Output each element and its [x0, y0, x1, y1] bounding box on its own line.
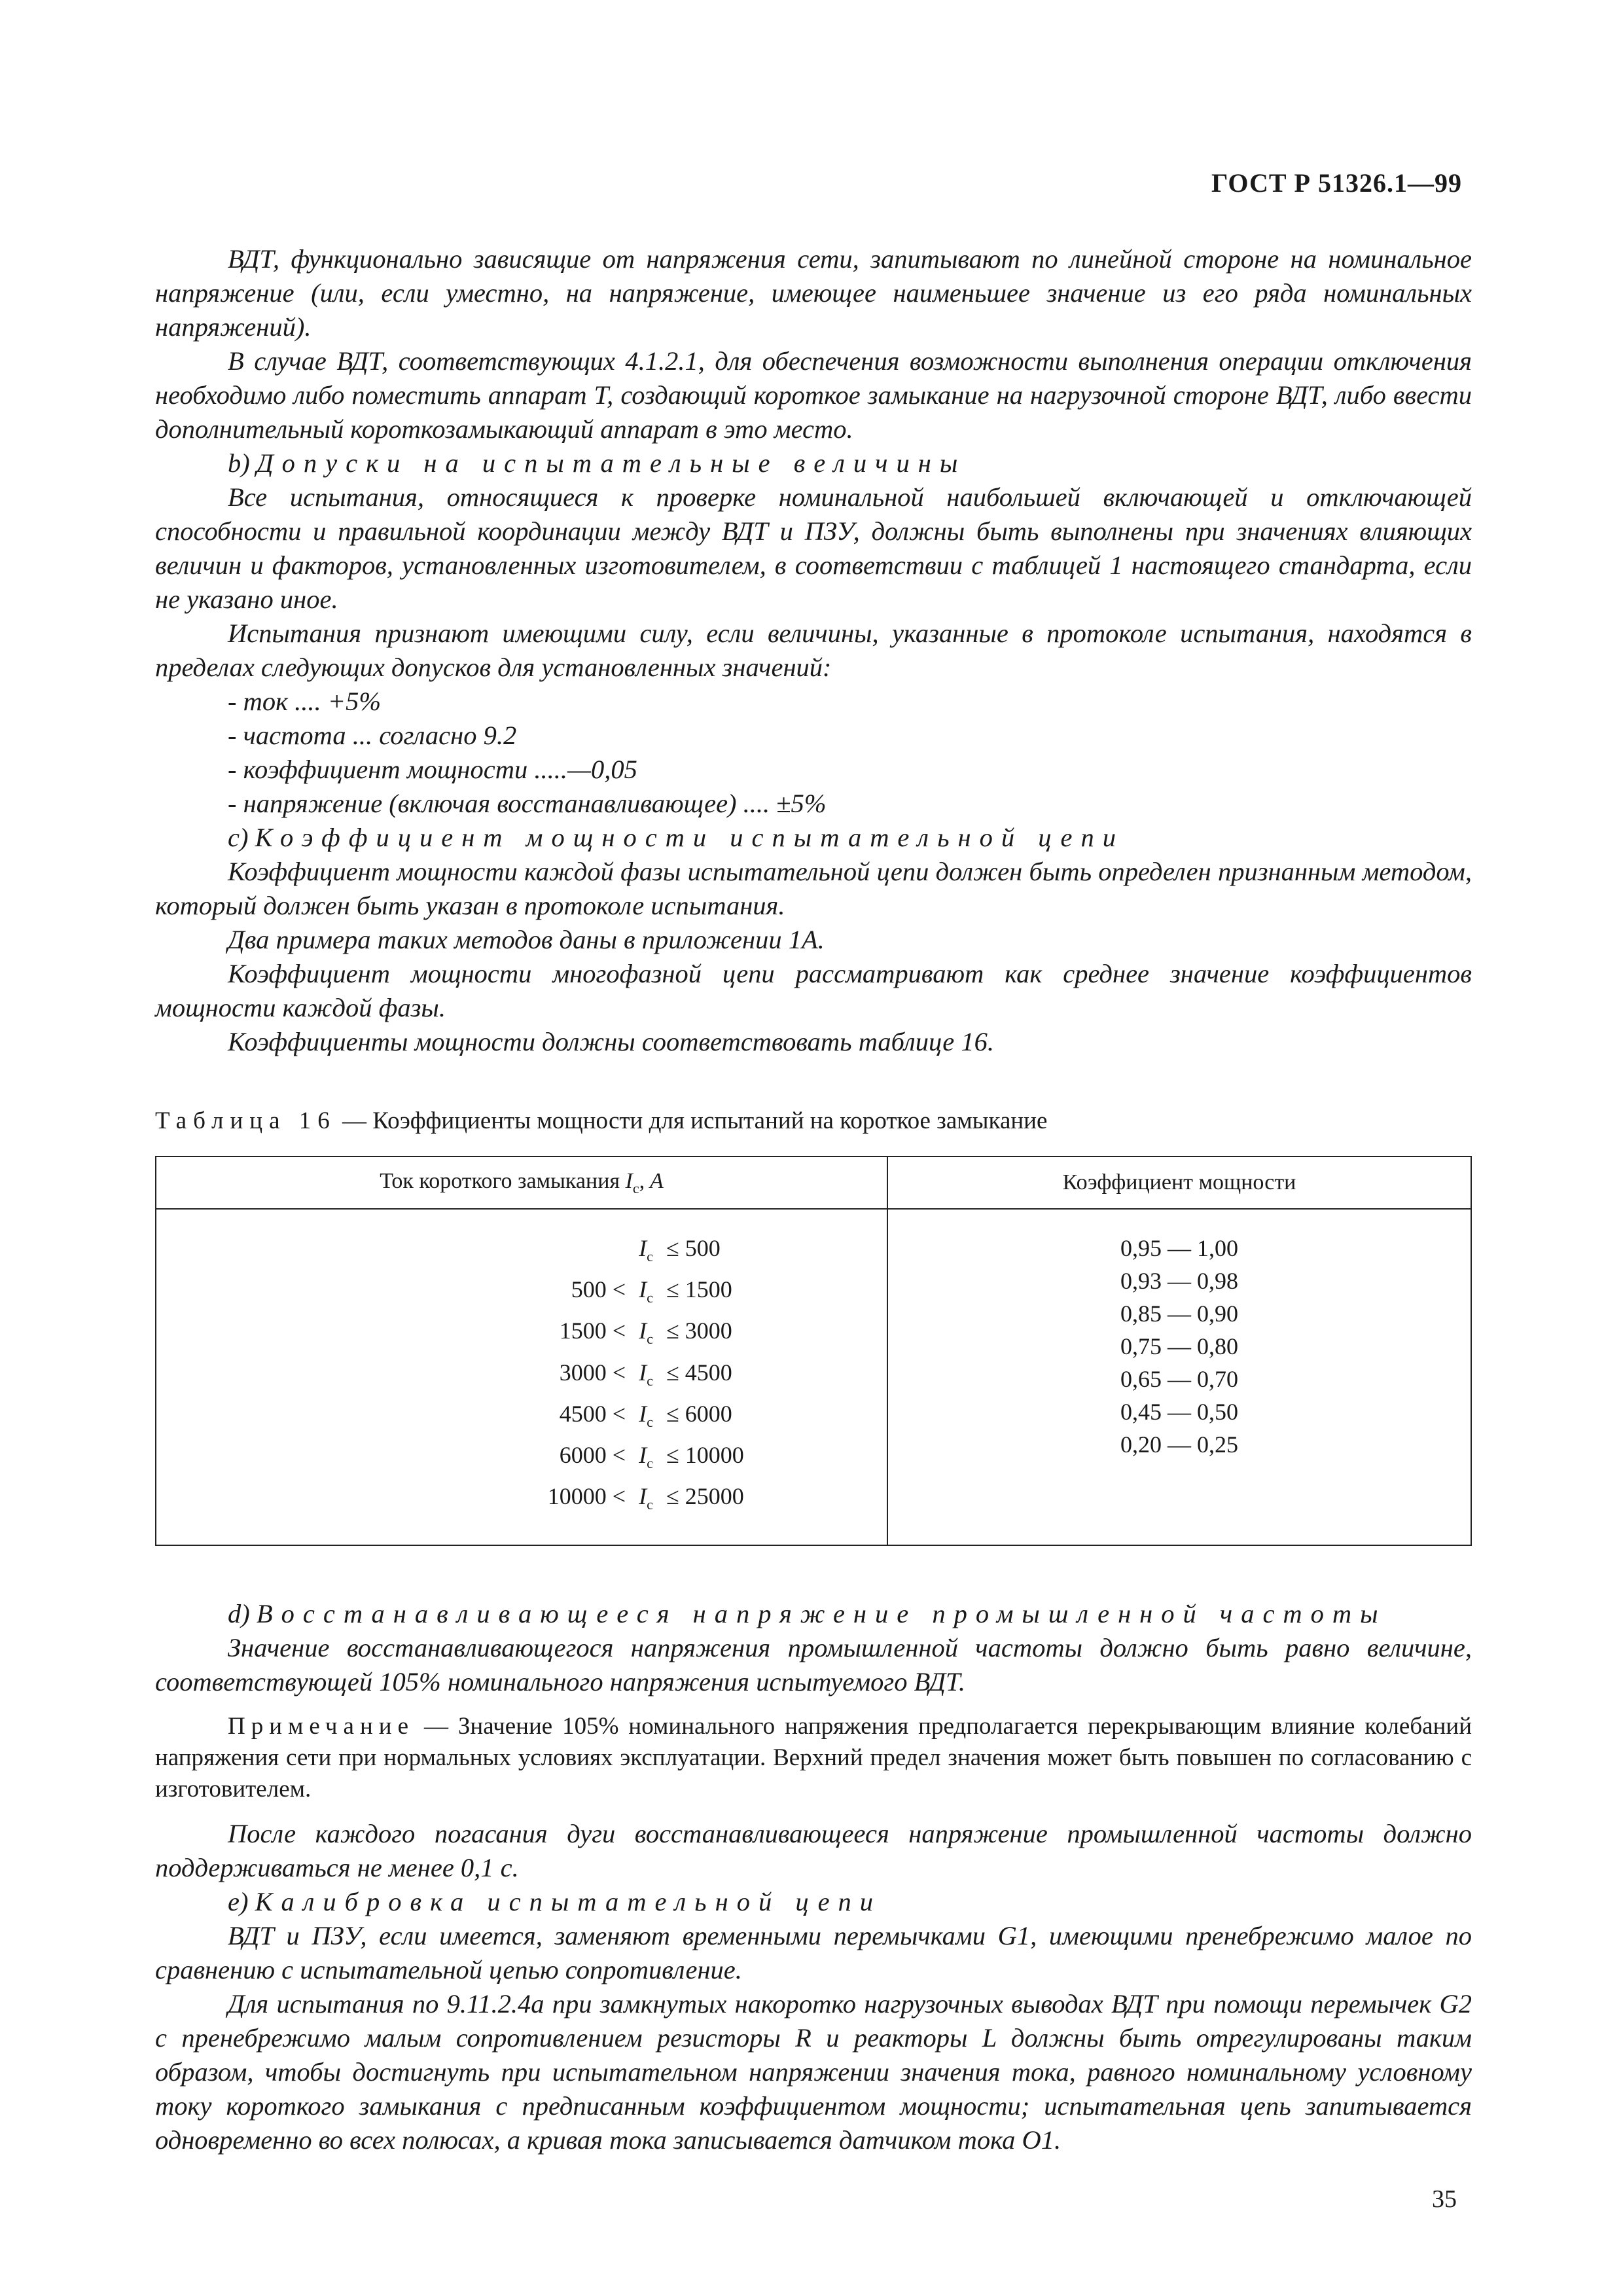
section-marker: d) [228, 1599, 250, 1629]
section-marker: c) [228, 823, 249, 852]
current-range-row [491, 1273, 858, 1314]
list-item: - коэффициент мощности .....—0,05 [228, 755, 637, 784]
current-symbol: $I_c$ [639, 1483, 653, 1513]
range-lower-bound: 4500 < [559, 1400, 626, 1427]
power-factor-cell [887, 1209, 1471, 1545]
current-symbol: $I_c$ [639, 1359, 653, 1389]
note [155, 1711, 1472, 1805]
caption-text: — Коэффициенты мощности для испытаний на короткое замыкание [342, 1107, 1048, 1134]
paragraph: После каждого погасания дуги восстанавливающееся напряжение промышленной частоты должно поддерживаться не менее 0,1 с. [155, 1819, 1472, 1883]
section-title: Коэффициент мощности испытательной цепи [255, 823, 1124, 852]
paragraph: Коэффициент мощности каждой фазы испытательной цепи должен быть определен признанным методом, который должен быть указан в протоколе испытания. [155, 857, 1472, 920]
header-symbol: I [625, 1168, 633, 1193]
table-header-row [156, 1157, 1471, 1209]
current-symbol: $I_c$ [639, 1318, 653, 1348]
section-e-heading [155, 1885, 1472, 1919]
range-upper-bound: ≤ 6000 [666, 1400, 732, 1427]
current-range-row [491, 1314, 858, 1355]
list-item: - частота ... согласно 9.2 [228, 721, 517, 750]
section-b-heading [155, 446, 1472, 480]
column-header-current [156, 1157, 887, 1209]
section-marker: e) [228, 1887, 249, 1917]
section-c-heading [155, 821, 1472, 855]
power-factor-value: 0,75 — 0,80 [1120, 1333, 1238, 1359]
power-factor-value: 0,45 — 0,50 [1120, 1399, 1238, 1425]
section-d-heading [155, 1597, 1472, 1631]
paragraph: ВДТ и ПЗУ, если имеется, заменяют временными перемычками G1, имеющими пренебрежимо малое по сравнению с испытательной цепью сопротивление. [155, 1921, 1472, 1985]
power-factor-values [888, 1232, 1471, 1461]
range-lower-bound: 10000 < [547, 1483, 626, 1510]
current-range-row [491, 1397, 858, 1439]
current-symbol: $I_c$ [639, 1276, 653, 1306]
range-lower-bound: 3000 < [559, 1359, 626, 1386]
current-range-row [491, 1232, 858, 1273]
column-header-power-factor: Коэффициент мощности [887, 1157, 1471, 1209]
power-factor-value: 0,65 — 0,70 [1120, 1366, 1238, 1392]
note-text: — Значение 105% номинального напряжения предполагается перекрывающим влияние колебаний напряжения сети при нормальных условиях эксплуатации. Верхний предел значения может быть повышен по согласованию с изготовителем. [155, 1713, 1472, 1803]
range-lower-bound [491, 1232, 626, 1273]
range-lower-bound: 500 < [571, 1276, 626, 1303]
table-caption [155, 1105, 1472, 1138]
page-number: 35 [1432, 2185, 1457, 2213]
header-subscript: c [632, 1179, 639, 1196]
current-ranges [156, 1232, 887, 1521]
section-title: Восстанавливающееся напряжение промышленной частоты [256, 1599, 1387, 1629]
paragraph: Коэффициенты мощности должны соответствовать таблице 16. [228, 1027, 994, 1056]
caption-label: Таблица 16 [155, 1107, 336, 1134]
current-symbol: $I_c$ [639, 1441, 653, 1472]
paragraph: Два примера таких методов даны в приложении 1А. [228, 925, 825, 954]
range-upper-bound: ≤ 3000 [666, 1318, 732, 1344]
power-factor-table [155, 1156, 1472, 1546]
range-upper-bound: ≤ 25000 [666, 1483, 744, 1510]
paragraph: Испытания признают имеющими силу, если величины, указанные в протоколе испытания, находятся в пределах следующих допусков для установленных значений: [155, 619, 1472, 682]
range-lower-bound: 6000 < [559, 1441, 626, 1468]
range-upper-bound: ≤ 10000 [666, 1441, 744, 1468]
range-upper-bound: ≤ 500 [666, 1235, 721, 1261]
table-body-row [156, 1209, 1471, 1545]
power-factor-value: 0,85 — 0,90 [1120, 1300, 1238, 1327]
range-lower-bound: 1500 < [559, 1318, 626, 1344]
current-range-row [491, 1356, 858, 1397]
current-symbol: $I_c$ [639, 1400, 653, 1430]
power-factor-value: 0,20 — 0,25 [1120, 1431, 1238, 1458]
current-symbol: $I_c$ [639, 1235, 653, 1265]
paragraph: Значение восстанавливающегося напряжения промышленной частоты должно быть равно величине, соответствующей 105% номинального напряжения испытуемого ВДТ. [155, 1633, 1472, 1697]
current-ranges-cell [156, 1209, 887, 1545]
range-upper-bound: ≤ 1500 [666, 1276, 732, 1303]
list-item: - напряжение (включая восстанавливающее) .... ±5% [228, 789, 827, 818]
note-label: Примечание [228, 1713, 414, 1740]
power-factor-value: 0,95 — 1,00 [1120, 1235, 1238, 1261]
document-code: ГОСТ Р 51326.1—99 [1211, 168, 1462, 198]
section-title: Допуски на испытательные величины [256, 448, 967, 478]
power-factor-value: 0,93 — 0,98 [1120, 1268, 1238, 1294]
paragraph: Все испытания, относящиеся к проверке номинальной наибольшей включающей и отключающей способности и правильной координации между ВДТ и ПЗУ, должны быть выполнены при значениях влияющих величин и факторов, установленных изготовителем, в соответствии с таблицей 1 настоящего стандарта, если не указано иное. [155, 482, 1472, 614]
header-text: Ток короткого замыкания [380, 1168, 620, 1193]
header-unit: , A [639, 1168, 664, 1193]
paragraph: Для испытания по 9.11.2.4а при замкнутых накоротко нагрузочных выводах ВДТ при помощи перемычек G2 с пренебрежимо малым сопротивлением резисторы R и реакторы L должны быть отрегулированы таким образом, чтобы достигнуть при испытательном напряжении значения тока, равного номинальному условному току короткого замыкания с предписанным коэффициентом мощности; испытательная цепь запитывается одновременно во всех полюсах, а кривая тока записывается датчиком тока O1. [155, 1989, 1472, 2155]
current-range-row [491, 1480, 858, 1521]
paragraph: ВДТ, функционально зависящие от напряжения сети, запитывают по линейной стороне на номинальное напряжение (или, если уместно, на напряжение, имеющее наименьшее значение из его ряда номинальных напряжений). [155, 244, 1472, 342]
page-body [155, 242, 1472, 2157]
range-upper-bound: ≤ 4500 [666, 1359, 732, 1386]
paragraph: Коэффициент мощности многофазной цепи рассматривают как среднее значение коэффициентов мощности каждой фазы. [155, 959, 1472, 1022]
current-range-row [491, 1439, 858, 1480]
section-marker: b) [228, 448, 250, 478]
list-item: - ток .... +5% [228, 687, 382, 716]
paragraph: В случае ВДТ, соответствующих 4.1.2.1, для обеспечения возможности выполнения операции отключения необходимо либо поместить аппарат T, создающий короткое замыкание на нагрузочной стороне ВДТ, либо ввести дополнительный короткозамыкающий аппарат в это место. [155, 346, 1472, 444]
section-title: Калибровка испытательной цепи [255, 1887, 882, 1917]
